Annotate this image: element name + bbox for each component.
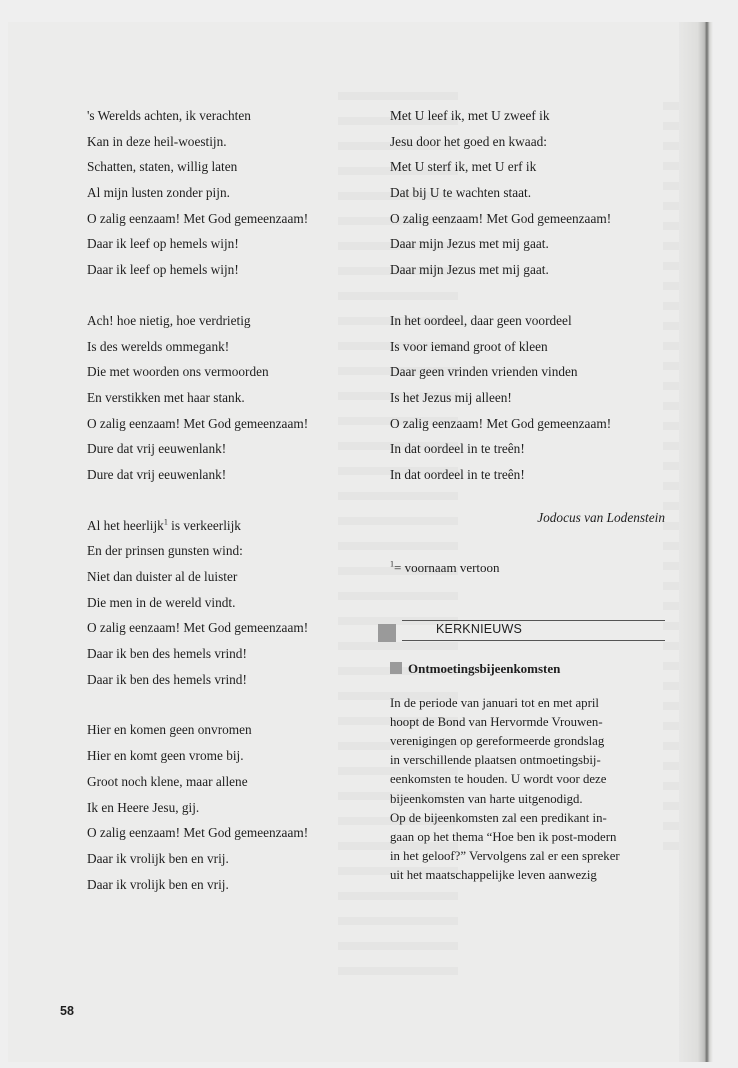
poem-line: In het oordeel, daar geen voordeel (390, 312, 572, 328)
right-column (390, 103, 665, 886)
poem-line: Daar ik vrolijk ben en vrij. (87, 876, 229, 892)
poem-line: Al mijn lusten zonder pijn. (87, 185, 230, 201)
poem-line: Daar geen vrinden vrienden vinden (390, 364, 578, 380)
section-square-icon (378, 624, 396, 642)
poem-line: Ik en Heere Jesu, gij. (87, 799, 200, 815)
book-spine-edge (679, 22, 713, 1062)
article-line: verenigingen op gereformeerde grondslag (390, 734, 605, 749)
poem-line: Groot noch klene, maar allene (87, 773, 248, 789)
bullet-square-icon (390, 662, 402, 674)
poem-line: O zalig eenzaam! Met God gemeenzaam! (390, 210, 612, 226)
page (8, 22, 713, 1062)
poem-line: In dat oordeel in te treên! (390, 466, 525, 482)
article-line: bijeenkomsten van harte uitgenodigd. (390, 791, 583, 806)
article-title-text: Ontmoetingsbijeenkomsten (408, 660, 561, 676)
poem-line: Daar ik ben des hemels vrind! (87, 646, 247, 662)
poem-line: Daar ik leef op hemels wijn! (87, 262, 239, 278)
poem-line-part: Al het heerlijk (87, 517, 164, 533)
article-line: in verschillende plaatsen ontmoetingsbij- (390, 753, 601, 768)
poem-line: Daar ik leef op hemels wijn! (87, 236, 239, 252)
footnote (390, 560, 665, 576)
poem-left-column (87, 103, 357, 922)
footnote-text: = voornaam vertoon (394, 559, 500, 575)
stanza-2 (87, 308, 357, 488)
poem-line: O zalig eenzaam! Met God gemeenzaam! (87, 825, 309, 841)
article-body (390, 694, 665, 886)
poem-line: Daar mijn Jezus met mij gaat. (390, 236, 549, 252)
poem-line: Met U sterf ik, met U erf ik (390, 159, 537, 175)
article-line: hoopt de Bond van Hervormde Vrouwen- (390, 714, 603, 729)
footnote-marker: 1 (163, 517, 168, 527)
article-line: eenkomsten te houden. U wordt voor deze (390, 772, 607, 787)
article-line: In de periode van januari tot en met april (390, 695, 599, 710)
poem-author: Jodocus van Lodenstein (537, 509, 665, 525)
poem-line: Die men in de wereld vindt. (87, 594, 236, 610)
poem-line: Kan in deze heil-woestijn. (87, 133, 227, 149)
article-line: in het geloof?” Vervolgens zal er een spreker (390, 849, 620, 864)
stanza-5 (390, 103, 665, 283)
poem-line: Die met woorden ons vermoorden (87, 364, 269, 380)
section-rule-bottom (402, 640, 665, 641)
poem-line: En verstikken met haar stank. (87, 389, 245, 405)
poem-line: Niet dan duister al de luister (87, 569, 238, 584)
poem-line: Hier en komt geen vrome bij. (87, 748, 244, 764)
poem-line: Ach! hoe nietig, hoe verdrietig (87, 312, 251, 328)
poem-line: En der prinsen gunsten wind: (87, 543, 243, 559)
poem-line: Dat bij U te wachten staat. (390, 185, 532, 201)
poem-line: Daar mijn Jezus met mij gaat. (390, 262, 549, 278)
poem-line: 's Werelds achten, ik verachten (87, 108, 251, 123)
poem-line: In dat oordeel in te treên! (390, 441, 525, 457)
article-line: Op de bijeenkomsten zal een predikant in- (390, 810, 607, 825)
poem-line: O zalig eenzaam! Met God gemeenzaam! (390, 415, 612, 431)
section-rule-top (402, 620, 665, 621)
page-number: 58 (60, 1004, 74, 1018)
poem-line: Daar ik ben des hemels vrind! (87, 671, 247, 687)
poem-line: Hier en komen geen onvromen (87, 722, 252, 738)
poem-line: O zalig eenzaam! Met God gemeenzaam! (87, 620, 309, 636)
stanza-4 (87, 717, 357, 897)
section-header (390, 620, 665, 648)
poem-line-part: is verkeerlijk (167, 517, 241, 533)
poem-line: Is des werelds ommegank! (87, 338, 230, 354)
poem-line: Met U leef ik, met U zweef ik (390, 108, 550, 123)
article-title (390, 658, 665, 680)
article-line: uit het maatschappelijke leven aanwezig (390, 868, 597, 883)
poem-line-with-footnote (87, 513, 357, 539)
poem-line: Is het Jezus mij alleen! (390, 389, 512, 405)
stanza-1 (87, 103, 357, 283)
section-label: KERKNIEUWS (436, 621, 523, 636)
poem-line: Schatten, staten, willig laten (87, 159, 238, 175)
footnote-number: 1 (390, 559, 394, 569)
article-line: gaan op het thema “Hoe ben ik post-modern (390, 830, 617, 845)
poem-line: Dure dat vrij eeuwenlank! (87, 466, 227, 482)
poem-line: Jesu door het goed en kwaad: (390, 133, 547, 149)
poem-line: O zalig eenzaam! Met God gemeenzaam! (87, 210, 309, 226)
poem-line: Is voor iemand groot of kleen (390, 338, 548, 354)
stanza-6 (390, 308, 665, 488)
poem-line: Daar ik vrolijk ben en vrij. (87, 850, 229, 866)
poem-line: O zalig eenzaam! Met God gemeenzaam! (87, 415, 309, 431)
poem-line: Dure dat vrij eeuwenlank! (87, 441, 227, 457)
stanza-3 (87, 513, 357, 693)
